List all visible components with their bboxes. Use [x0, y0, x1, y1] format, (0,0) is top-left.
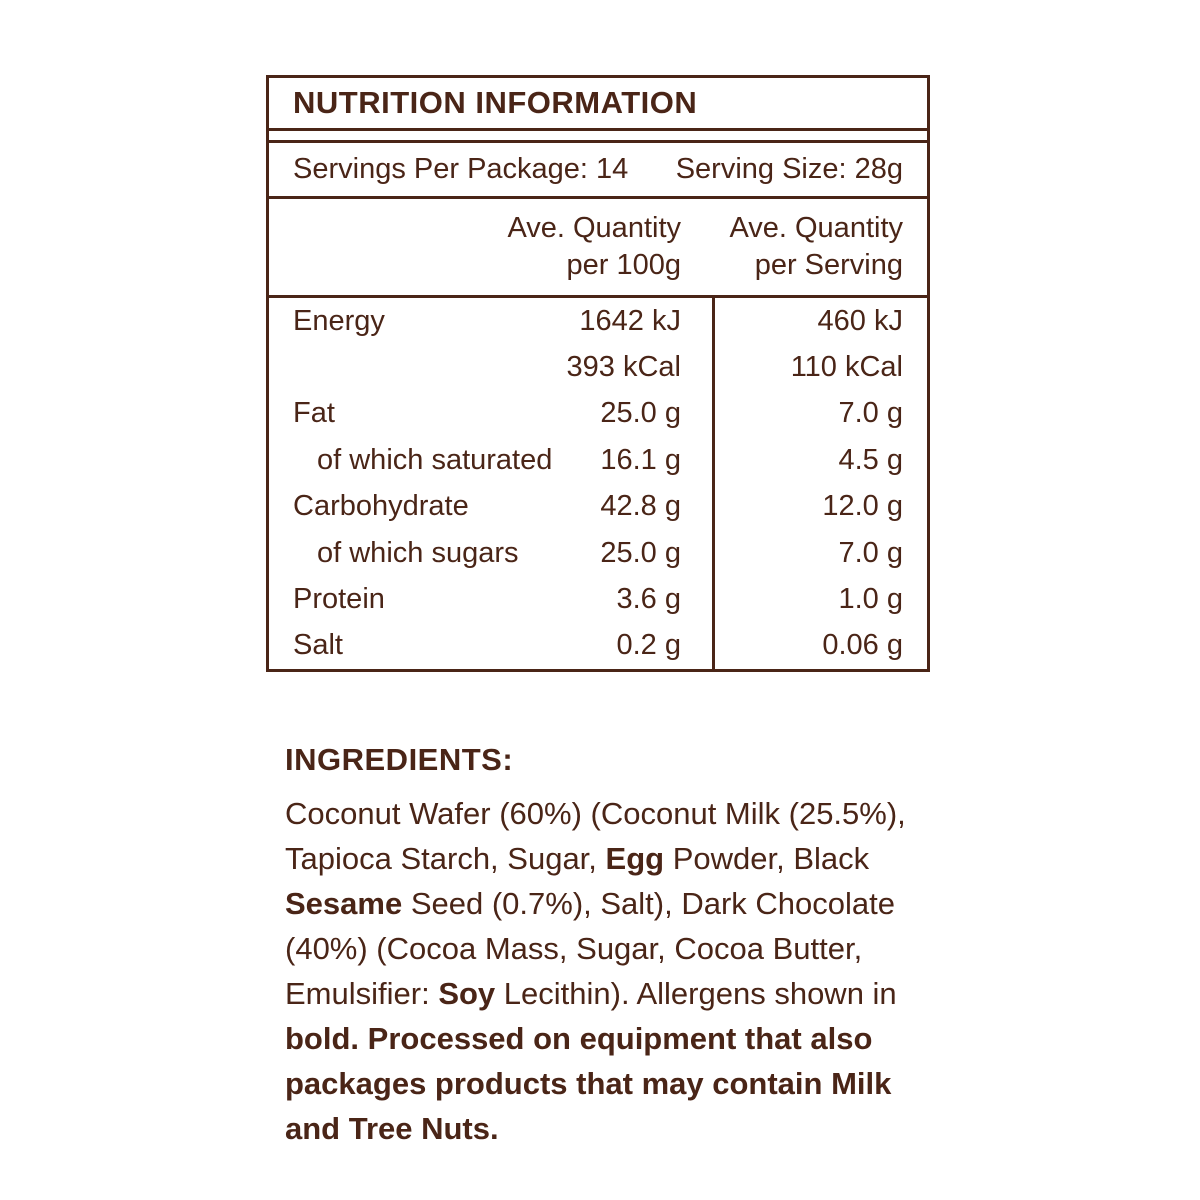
ingredient-segment: Processed on equipment that also packages products that may contain Milk and Tree Nuts.	[285, 1021, 892, 1146]
value-per-serving: 4.5 g	[838, 443, 903, 476]
value-per-serving: 7.0 g	[838, 397, 903, 430]
nutrient-name: Carbohydrate	[293, 490, 469, 523]
value-per-100g: 393 kCal	[566, 351, 681, 384]
value-per-serving: 0.06 g	[822, 629, 903, 662]
nutrient-name: Energy	[293, 304, 385, 337]
nutrient-name: Salt	[293, 629, 343, 662]
ingredient-segment: Powder, Black	[664, 841, 870, 876]
title-double-rule	[269, 131, 927, 143]
value-per-serving: 12.0 g	[822, 490, 903, 523]
table-row	[269, 391, 927, 437]
servings-per-package: Servings Per Package: 14	[293, 153, 629, 185]
column-header-per-serving-line2: per Serving	[754, 249, 903, 281]
column-header-per-100g-line1: Ave. Quantity	[507, 212, 681, 244]
ingredient-segment: Egg	[605, 841, 665, 876]
ingredients-section	[285, 742, 933, 1151]
value-per-100g: 16.1 g	[600, 443, 681, 476]
servings-section	[269, 143, 927, 199]
column-header-per-serving-line1: Ave. Quantity	[729, 212, 903, 244]
ingredient-segment: Sesame	[285, 886, 403, 921]
nutrition-table-body	[269, 298, 927, 669]
value-per-serving: 110 kCal	[790, 351, 903, 384]
nutrient-name: of which saturated	[317, 443, 553, 476]
table-row	[269, 344, 927, 390]
value-per-serving: 460 kJ	[817, 304, 903, 337]
value-per-100g: 0.2 g	[616, 629, 681, 662]
table-row	[269, 576, 927, 622]
value-per-serving: 1.0 g	[838, 582, 903, 615]
ingredient-segment: Lecithin). Allergens shown in	[495, 976, 897, 1011]
column-headers-section	[269, 199, 927, 298]
nutrient-name: of which sugars	[317, 536, 519, 569]
value-per-100g: 42.8 g	[600, 490, 681, 523]
ingredient-segment: Seed (0.7%), Salt), Dark Chocolate (40%) (Cocoa Mass, Sugar, Cocoa Butter, Emulsifier:	[285, 886, 895, 1011]
value-per-100g: 1642 kJ	[579, 304, 681, 337]
nutrition-table-title: NUTRITION INFORMATION	[293, 85, 698, 120]
table-row	[269, 530, 927, 576]
value-per-100g: 25.0 g	[600, 397, 681, 430]
value-per-100g: 3.6 g	[616, 582, 681, 615]
table-row	[269, 437, 927, 483]
ingredients-text	[285, 791, 933, 1151]
value-per-100g: 25.0 g	[600, 536, 681, 569]
ingredient-segment	[359, 1021, 368, 1056]
ingredient-segment: Soy	[438, 976, 496, 1011]
table-row	[269, 484, 927, 530]
nutrition-information-table	[266, 75, 930, 672]
nutrient-name: Fat	[293, 397, 335, 430]
nutrient-name: Protein	[293, 582, 385, 615]
table-row	[269, 623, 927, 669]
column-header-per-100g	[269, 210, 715, 284]
table-row	[269, 298, 927, 344]
serving-size: Serving Size: 28g	[675, 153, 903, 185]
column-header-per-100g-line2: per 100g	[566, 249, 681, 281]
ingredient-segment: bold.	[285, 1021, 360, 1056]
column-divider	[712, 298, 715, 669]
ingredients-heading: INGREDIENTS:	[285, 742, 514, 777]
value-per-serving: 7.0 g	[838, 536, 903, 569]
nutrition-table-title-section	[269, 78, 927, 131]
column-header-per-serving	[715, 210, 927, 284]
ingredient-segment: Coconut Wafer (60%) (Coconut Milk (25.5%), Tapioca Starch, Sugar,	[285, 796, 906, 876]
